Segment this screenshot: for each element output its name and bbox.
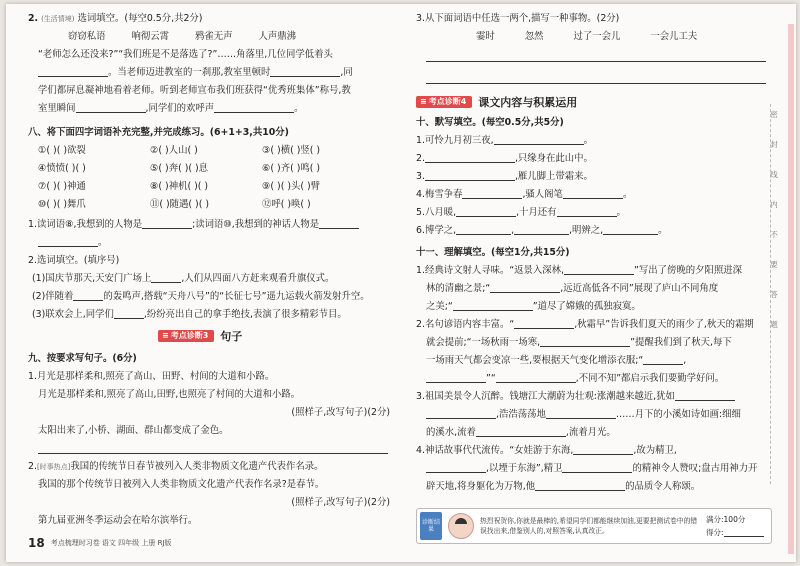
blank-field[interactable]: [603, 226, 658, 235]
s11-q1: 之美;“ ”道尽了嫦娥的孤独寂寞。: [426, 301, 641, 312]
blank-field[interactable]: [114, 310, 144, 319]
s9-q2-task: 第九届亚洲冬季运动会在哈尔滨举行。: [38, 515, 198, 526]
blank-field[interactable]: [462, 190, 522, 199]
blank-field[interactable]: [151, 274, 181, 283]
s8-row: ①( )( )欲裂 ②( )人山( ) ③( )横( )竖( ): [38, 145, 321, 156]
banner-title: 句子: [220, 329, 243, 343]
banner-title: 课文内容与积累运用: [478, 95, 578, 109]
word-bank-item: 一会儿工夫: [650, 31, 698, 42]
s9-q1-task: 太阳出来了,小桥、湖面、群山都变成了金色。: [38, 425, 229, 436]
s11-q3: 3.祖国美景令人沉醉。钱塘江大潮蔚为壮观:涨潮越来越近,犹如: [416, 392, 735, 401]
blank-field[interactable]: [456, 208, 516, 217]
answer-line[interactable]: [426, 54, 766, 62]
blank-field[interactable]: [563, 190, 623, 199]
q3-title: 3.从下面词语中任选一两个,描写一种事物。(2分): [416, 13, 620, 24]
s8-q1-continue: 。: [38, 238, 107, 247]
word-bank-item: 人声鼎沸: [258, 31, 296, 42]
s10-item: 3. ,雁儿脚上带霜来。: [416, 171, 593, 182]
banner-badge: ≡ 考点诊断4: [416, 96, 472, 108]
word-bank-item: 霎时: [476, 31, 495, 42]
footer-text: 考点梳理时习卷 语文 四年级 上册 RJ版: [50, 539, 172, 547]
blank-field[interactable]: [573, 446, 633, 455]
blank-field[interactable]: [426, 410, 496, 419]
blank-field[interactable]: [38, 68, 108, 77]
blank-field[interactable]: [142, 220, 192, 229]
s11-q1: 1.经典诗文射人寻味。“返景入深林, ”写出了傍晚的夕阳照进深: [416, 265, 743, 276]
s11-q3: 的溪水,流着 ,流着月光。: [426, 427, 616, 438]
blank-field[interactable]: [425, 154, 515, 163]
s9-q1-instruction: (照样子,改写句子)(2分): [291, 407, 390, 418]
blank-field[interactable]: [494, 136, 584, 145]
banner-badge: ≡ 考点诊断3: [158, 330, 214, 342]
s10-item: 2. ,只缘身在此山中。: [416, 153, 593, 164]
blank-field[interactable]: [514, 226, 569, 235]
q2-word-bank: [68, 32, 296, 41]
blank-field[interactable]: [270, 68, 340, 77]
s11-q2: ”“ ,不同不知”都启示我们要勤学好问。: [426, 374, 724, 383]
s11-q2: 2.名句谚语内容丰富。“ ,秋霜早”告诉我们夏天的雨少了,秋天的霜期: [416, 319, 754, 330]
s10-item: 6.博学之, , ,明辨之, 。: [416, 225, 668, 236]
blank-field[interactable]: [456, 226, 511, 235]
section-10-title: 十、默写填空。(每空0.5分,共5分): [416, 117, 564, 128]
blank-field[interactable]: [319, 220, 359, 229]
blank-field[interactable]: [540, 338, 630, 347]
blank-field[interactable]: [564, 266, 634, 275]
s9-q2-instruction: (照样子,改写句子)(2分): [291, 497, 390, 508]
worksheet-page: [6, 4, 796, 562]
section-banner-4: [416, 96, 577, 108]
blank-field[interactable]: [426, 464, 486, 473]
s8-q1: 1.读词语⑧,我想到的人物是 ;读词语⑩,我想到的神话人物是: [28, 220, 359, 229]
s8-row: ④愤愤( )( ) ⑤( )奔( )( )息 ⑥( )齐( )鸣( ): [38, 163, 321, 174]
s8-row: ⑦( )( )神通 ⑧( )神机( )( ) ⑨( )( )头( )臂: [38, 181, 321, 192]
blank-field[interactable]: [214, 104, 294, 113]
q2-paragraph-line: “老师怎么还没来?”“我们班是不是落选了?”……角落里,几位同学低着头: [38, 49, 333, 60]
diagnosis-text: 热烈祝贺你,你就是最棒的,希望同学们都能继续加油,更要把测试卷中的错误找出来,借鉴别人的,对照答案,认真改正。: [480, 516, 698, 535]
word-bank-item: 窃窃私语: [68, 31, 106, 42]
blank-field[interactable]: [643, 356, 683, 365]
section-banner-3: [158, 330, 242, 342]
blank-field[interactable]: [426, 374, 486, 383]
s11-q4: ,以堙于东海”,精卫 的精神令人赞叹;盘古用神力开: [426, 464, 758, 473]
s9-q1: 1.月光是那样柔和,照亮了高山、田野、村间的大道和小路。: [28, 371, 275, 382]
avatar: [448, 513, 474, 539]
score-field[interactable]: [724, 528, 764, 537]
blank-field[interactable]: [514, 320, 574, 329]
blank-field[interactable]: [425, 172, 515, 181]
seal-line-text: 密 封 线 内 不 要 答 题: [770, 110, 778, 329]
s11-q4: 辟天地,将身躯化为万物,他 的品质令人称颂。: [426, 481, 701, 492]
blank-field[interactable]: [38, 238, 98, 247]
s11-q2: 一场雨天气都会变凉一些,要根据天气变化增添衣服;“ ,: [426, 355, 687, 366]
q2-paragraph-line: 室里瞬间 ,同学们的欢呼声 。: [38, 103, 304, 114]
blank-field[interactable]: [535, 482, 625, 491]
s9-q2-example: 我国的那个传统节日被列入人类非物质文化遗产代表作名录?是春节。: [38, 479, 325, 490]
answer-line[interactable]: [38, 446, 388, 454]
section-9-title: 九、按要求写句子。(6分): [28, 353, 137, 364]
score-row: 得分:: [706, 526, 764, 540]
s8-q2-item: (1)国庆节那天,天安门广场上 ,人们从四面八方赶来观看升旗仪式。: [32, 273, 335, 284]
s10-item: 4.梅雪争春 ,骚人阁笔 。: [416, 189, 633, 200]
blank-field[interactable]: [453, 302, 533, 311]
blank-field[interactable]: [546, 410, 616, 419]
word-bank-item: 过了一会儿: [573, 31, 621, 42]
s11-q3: ,浩浩荡荡地 ……月下的小溪如诗如画:细细: [426, 410, 741, 419]
full-score: 满分:100分: [706, 514, 746, 524]
blank-field[interactable]: [562, 464, 632, 473]
page-footer: [28, 536, 172, 550]
section-8-title: 八、将下面四字词语补充完整,并完成练习。(6+1+3,共10分): [28, 127, 289, 138]
page-number: 18: [28, 536, 45, 550]
word-bank-item: 响彻云霄: [131, 31, 169, 42]
s8-q2-item: (2)伴随着 的轰鸣声,搭载“天舟八号”的“长征七号”遥九运载火箭发射升空。: [32, 291, 370, 302]
blank-field[interactable]: [496, 374, 576, 383]
s9-q2: 2.[时事热点]我国的传统节日春节被列入人类非物质文化遗产代表作名录。: [28, 461, 324, 472]
score-panel: [706, 513, 764, 540]
s8-q2-item: (3)联欢会上,同学们 ,纷纷亮出自己的拿手绝技,表演了很多精彩节目。: [32, 309, 347, 320]
s10-item: 1.可怜九月初三夜, 。: [416, 135, 593, 146]
section-11-title: 十一、理解填空。(每空1分,共15分): [416, 247, 570, 258]
diagnosis-result-box: [416, 508, 772, 544]
answer-line[interactable]: [426, 76, 766, 84]
q2-paragraph-line: 学们都屏息凝神地看着老师。听到老师宣布我们班获得“优秀班集体”称号,教: [38, 85, 351, 96]
blank-field[interactable]: [73, 292, 103, 301]
q3-word-bank: [476, 32, 697, 41]
word-bank-item: 忽然: [524, 31, 544, 42]
s10-item: 5.八月暖, ,十月还有 。: [416, 207, 626, 218]
blank-field[interactable]: [557, 208, 617, 217]
page-edge-strip: [788, 24, 794, 554]
blank-field[interactable]: [76, 104, 146, 113]
s11-q1: 林的清幽之景;“ ,远近高低各不同”展现了庐山不同角度: [426, 283, 719, 294]
blank-field[interactable]: [675, 392, 735, 401]
s8-row: ⑩( )( )舞爪 ⑪( )随遇( )( ) ⑫呼( )唤( ): [38, 199, 311, 210]
word-bank-item: 鸦雀无声: [194, 31, 233, 42]
s8-q2: 2.选词填空。(填序号): [28, 255, 120, 266]
s11-q2: 就会提前;“一场秋雨一场寒, ”提醒我们到了秋天,每下: [426, 337, 732, 348]
s9-q1-example: 月光是那样柔和,照亮了高山,田野,也照亮了村间的大道和小路。: [38, 389, 301, 400]
blank-field[interactable]: [476, 428, 566, 437]
blank-field[interactable]: [490, 284, 560, 293]
q2-paragraph-line: 。当老师迈进教室的一刹那,教室里顿时 ,同: [38, 68, 353, 77]
q2-heading: 2. (生活情境) 选词填空。(每空0.5分,共2分): [28, 13, 203, 24]
diagnosis-icon: 诊断结果: [420, 512, 442, 540]
s11-q4: 4.神话故事代代流传。“女娃游于东海, ,故为精卫,: [416, 445, 677, 456]
